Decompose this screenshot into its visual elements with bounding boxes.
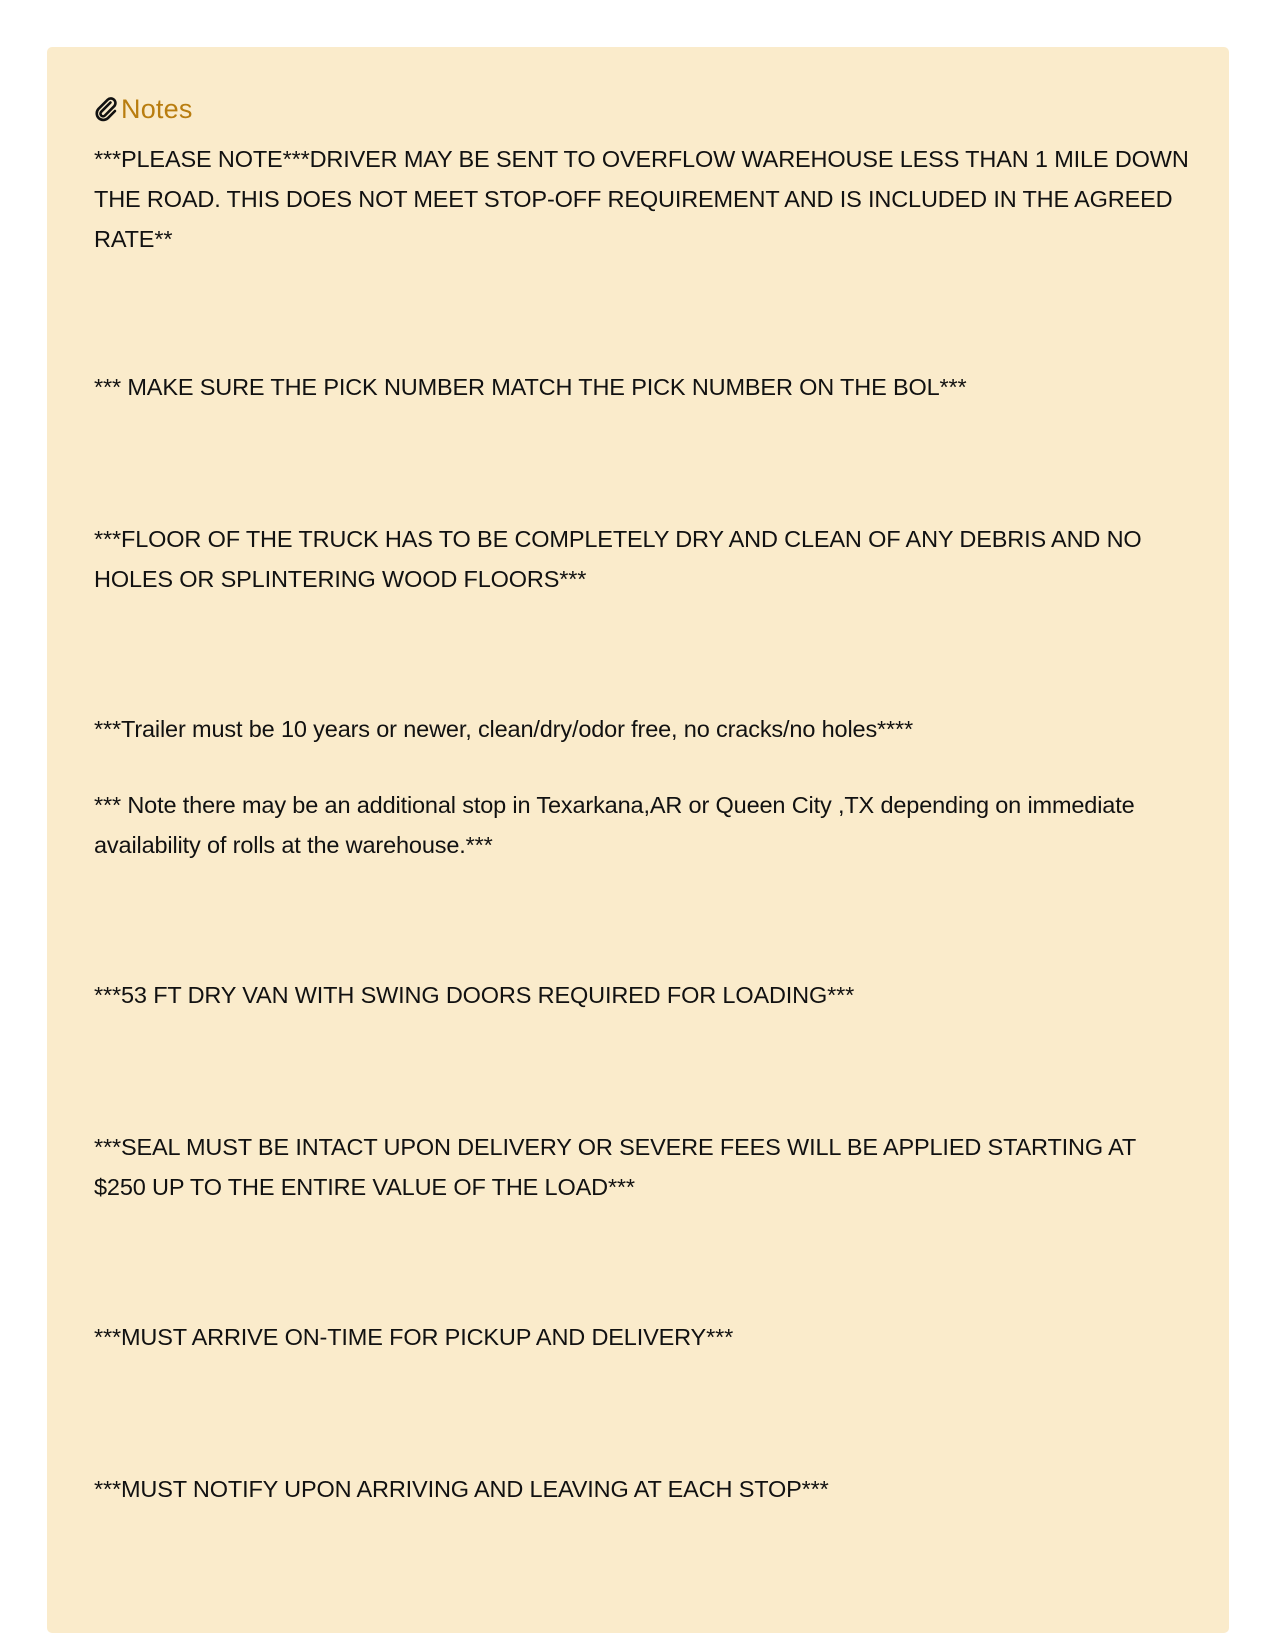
note-item-on-time: ***MUST ARRIVE ON-TIME FOR PICKUP AND DELIVERY*** xyxy=(94,1324,734,1350)
note-item-truck-floor: ***FLOOR OF THE TRUCK HAS TO BE COMPLETELY DRY AND CLEAN OF ANY DEBRIS AND NO HOLES OR SPLINTERING WOOD FLOORS*** xyxy=(94,526,1142,592)
note-item-dry-van: ***53 FT DRY VAN WITH SWING DOORS REQUIRED FOR LOADING*** xyxy=(94,982,855,1008)
notes-section xyxy=(47,47,1229,1633)
note-item-pick-number: *** MAKE SURE THE PICK NUMBER MATCH THE PICK NUMBER ON THE BOL*** xyxy=(94,374,967,400)
note-item-seal: ***SEAL MUST BE INTACT UPON DELIVERY OR SEVERE FEES WILL BE APPLIED STARTING AT $250 UP TO THE ENTIRE VALUE OF THE LOAD*** xyxy=(94,1134,1136,1200)
notes-title: Notes xyxy=(121,93,193,124)
note-item-overflow-warehouse: ***PLEASE NOTE***DRIVER MAY BE SENT TO OVERFLOW WAREHOUSE LESS THAN 1 MILE DOWN THE ROAD. THIS DOES NOT MEET STOP-OFF REQUIREMENT AND IS INCLUDED IN THE AGREED RATE** xyxy=(94,146,1189,252)
note-item-additional-stop: *** Note there may be an additional stop in Texarkana,AR or Queen City ,TX depending on immediate availability of rolls at the warehouse.*** xyxy=(94,792,1135,858)
notes-header xyxy=(94,91,1182,127)
note-item-trailer-age: ***Trailer must be 10 years or newer, clean/dry/odor free, no cracks/no holes**** xyxy=(94,716,914,742)
paperclip-icon xyxy=(94,96,118,122)
note-item-notify: ***MUST NOTIFY UPON ARRIVING AND LEAVING AT EACH STOP*** xyxy=(94,1476,829,1502)
